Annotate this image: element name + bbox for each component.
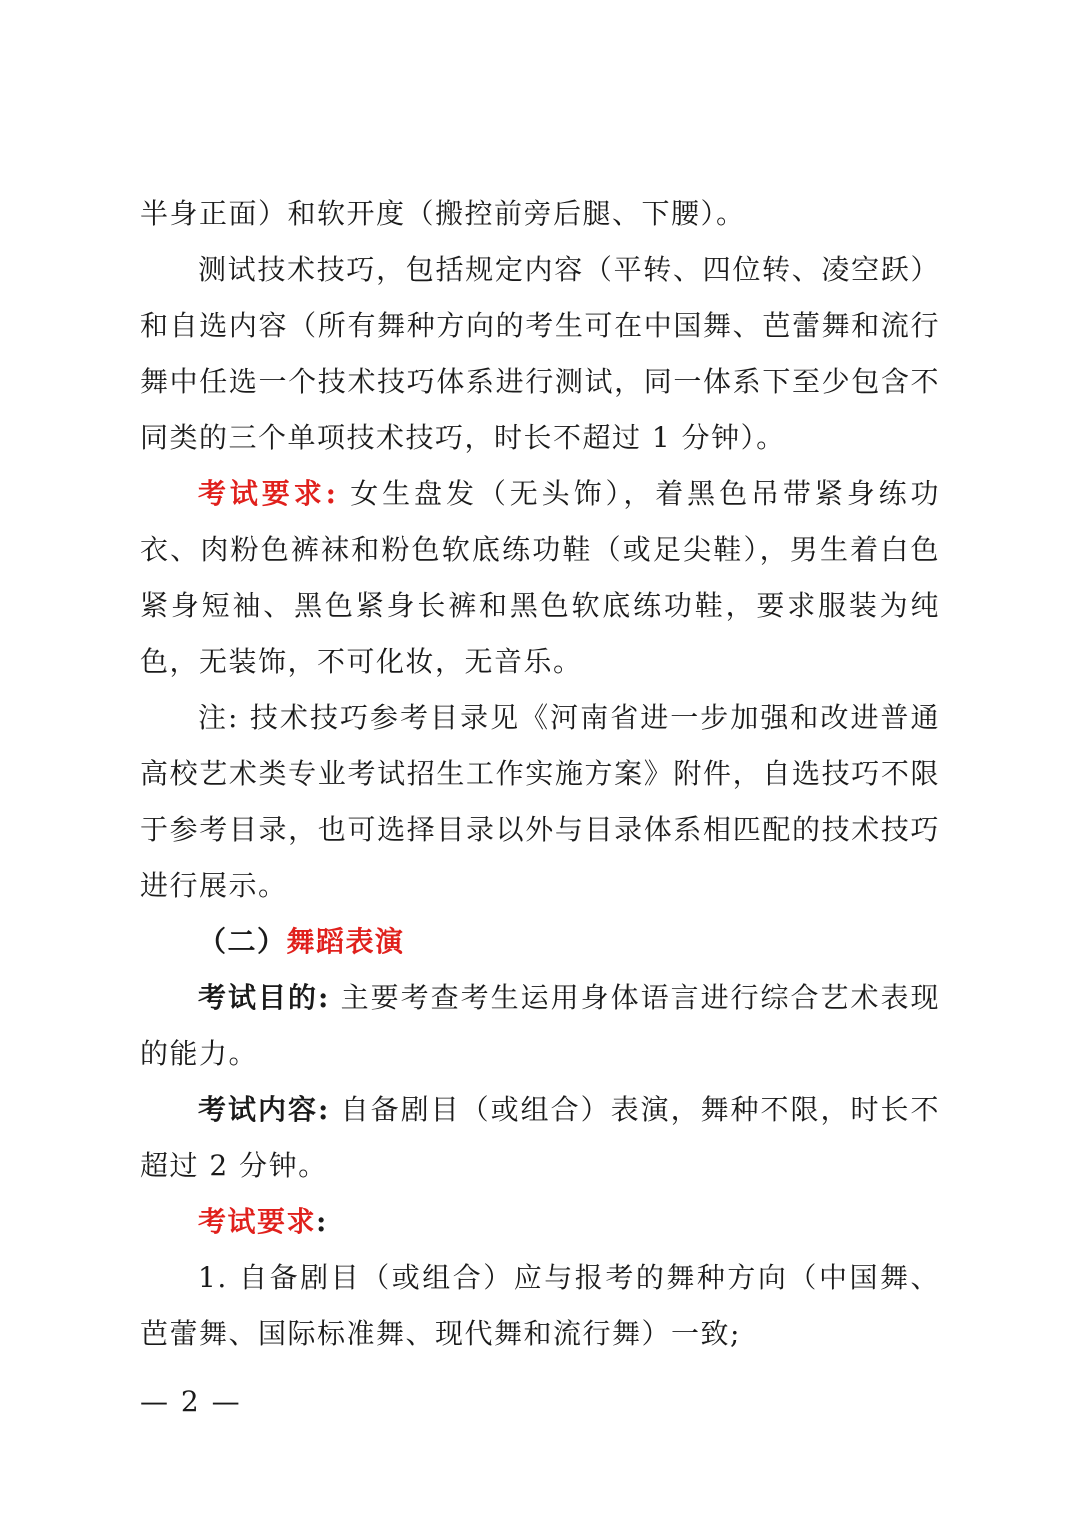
- paragraph-exam-purpose: [140, 970, 940, 1082]
- paragraph-requirement-item-1: 1. 自备剧目（或组合）应与报考的舞种方向（中国舞、芭蕾舞、国际标准舞、现代舞和流行舞）一致;: [140, 1261, 940, 1350]
- paragraph-flexibility: 半身正面）和软开度（搬控前旁后腿、下腰）。: [140, 197, 746, 230]
- exam-requirements-label: 考试要求:: [198, 477, 338, 510]
- paragraph-technique-test: 测试技术技巧，包括规定内容（平转、四位转、凌空跃）和自选内容（所有舞种方向的考生可在中国舞、芭蕾舞和流行舞中任选一个技术技巧体系进行测试，同一体系下至少包含不同类的三个单项技术技巧，时长不超过 1 分钟）。: [140, 253, 940, 454]
- exam-requirements-2-label: 考试要求: [198, 1205, 317, 1238]
- exam-requirements-2-colon: :: [316, 1205, 328, 1238]
- section-number: （二）: [198, 925, 287, 958]
- paragraph-exam-content: [140, 1082, 940, 1194]
- page-number: — 2 —: [140, 1385, 242, 1418]
- exam-purpose-text: 主要考查考生运用身体语言进行综合艺术表现的能力。: [140, 981, 940, 1070]
- document-body: [140, 186, 940, 1362]
- section-heading-dance-performance: [140, 914, 940, 970]
- paragraph-exam-requirements: [140, 466, 940, 690]
- exam-purpose-label: 考试目的:: [198, 981, 330, 1014]
- paragraph-exam-requirements-2: [140, 1194, 940, 1250]
- exam-content-text: 自备剧目（或组合）表演，舞种不限，时长不超过 2 分钟。: [140, 1093, 940, 1182]
- section-title: 舞蹈表演: [286, 925, 405, 958]
- paragraph-note: 注: 技术技巧参考目录见《河南省进一步加强和改进普通高校艺术类专业考试招生工作实施方案》附件，自选技巧不限于参考目录，也可选择目录以外与目录体系相匹配的技术技巧进行展示。: [140, 701, 940, 902]
- exam-content-label: 考试内容:: [198, 1093, 330, 1126]
- exam-requirements-text: 女生盘发（无头饰），着黑色吊带紧身练功衣、肉粉色裤袜和粉色软底练功鞋（或足尖鞋），男生着白色紧身短袖、黑色紧身长裤和黑色软底练功鞋，要求服装为纯色，无装饰，不可化妆，无音乐。: [140, 477, 940, 678]
